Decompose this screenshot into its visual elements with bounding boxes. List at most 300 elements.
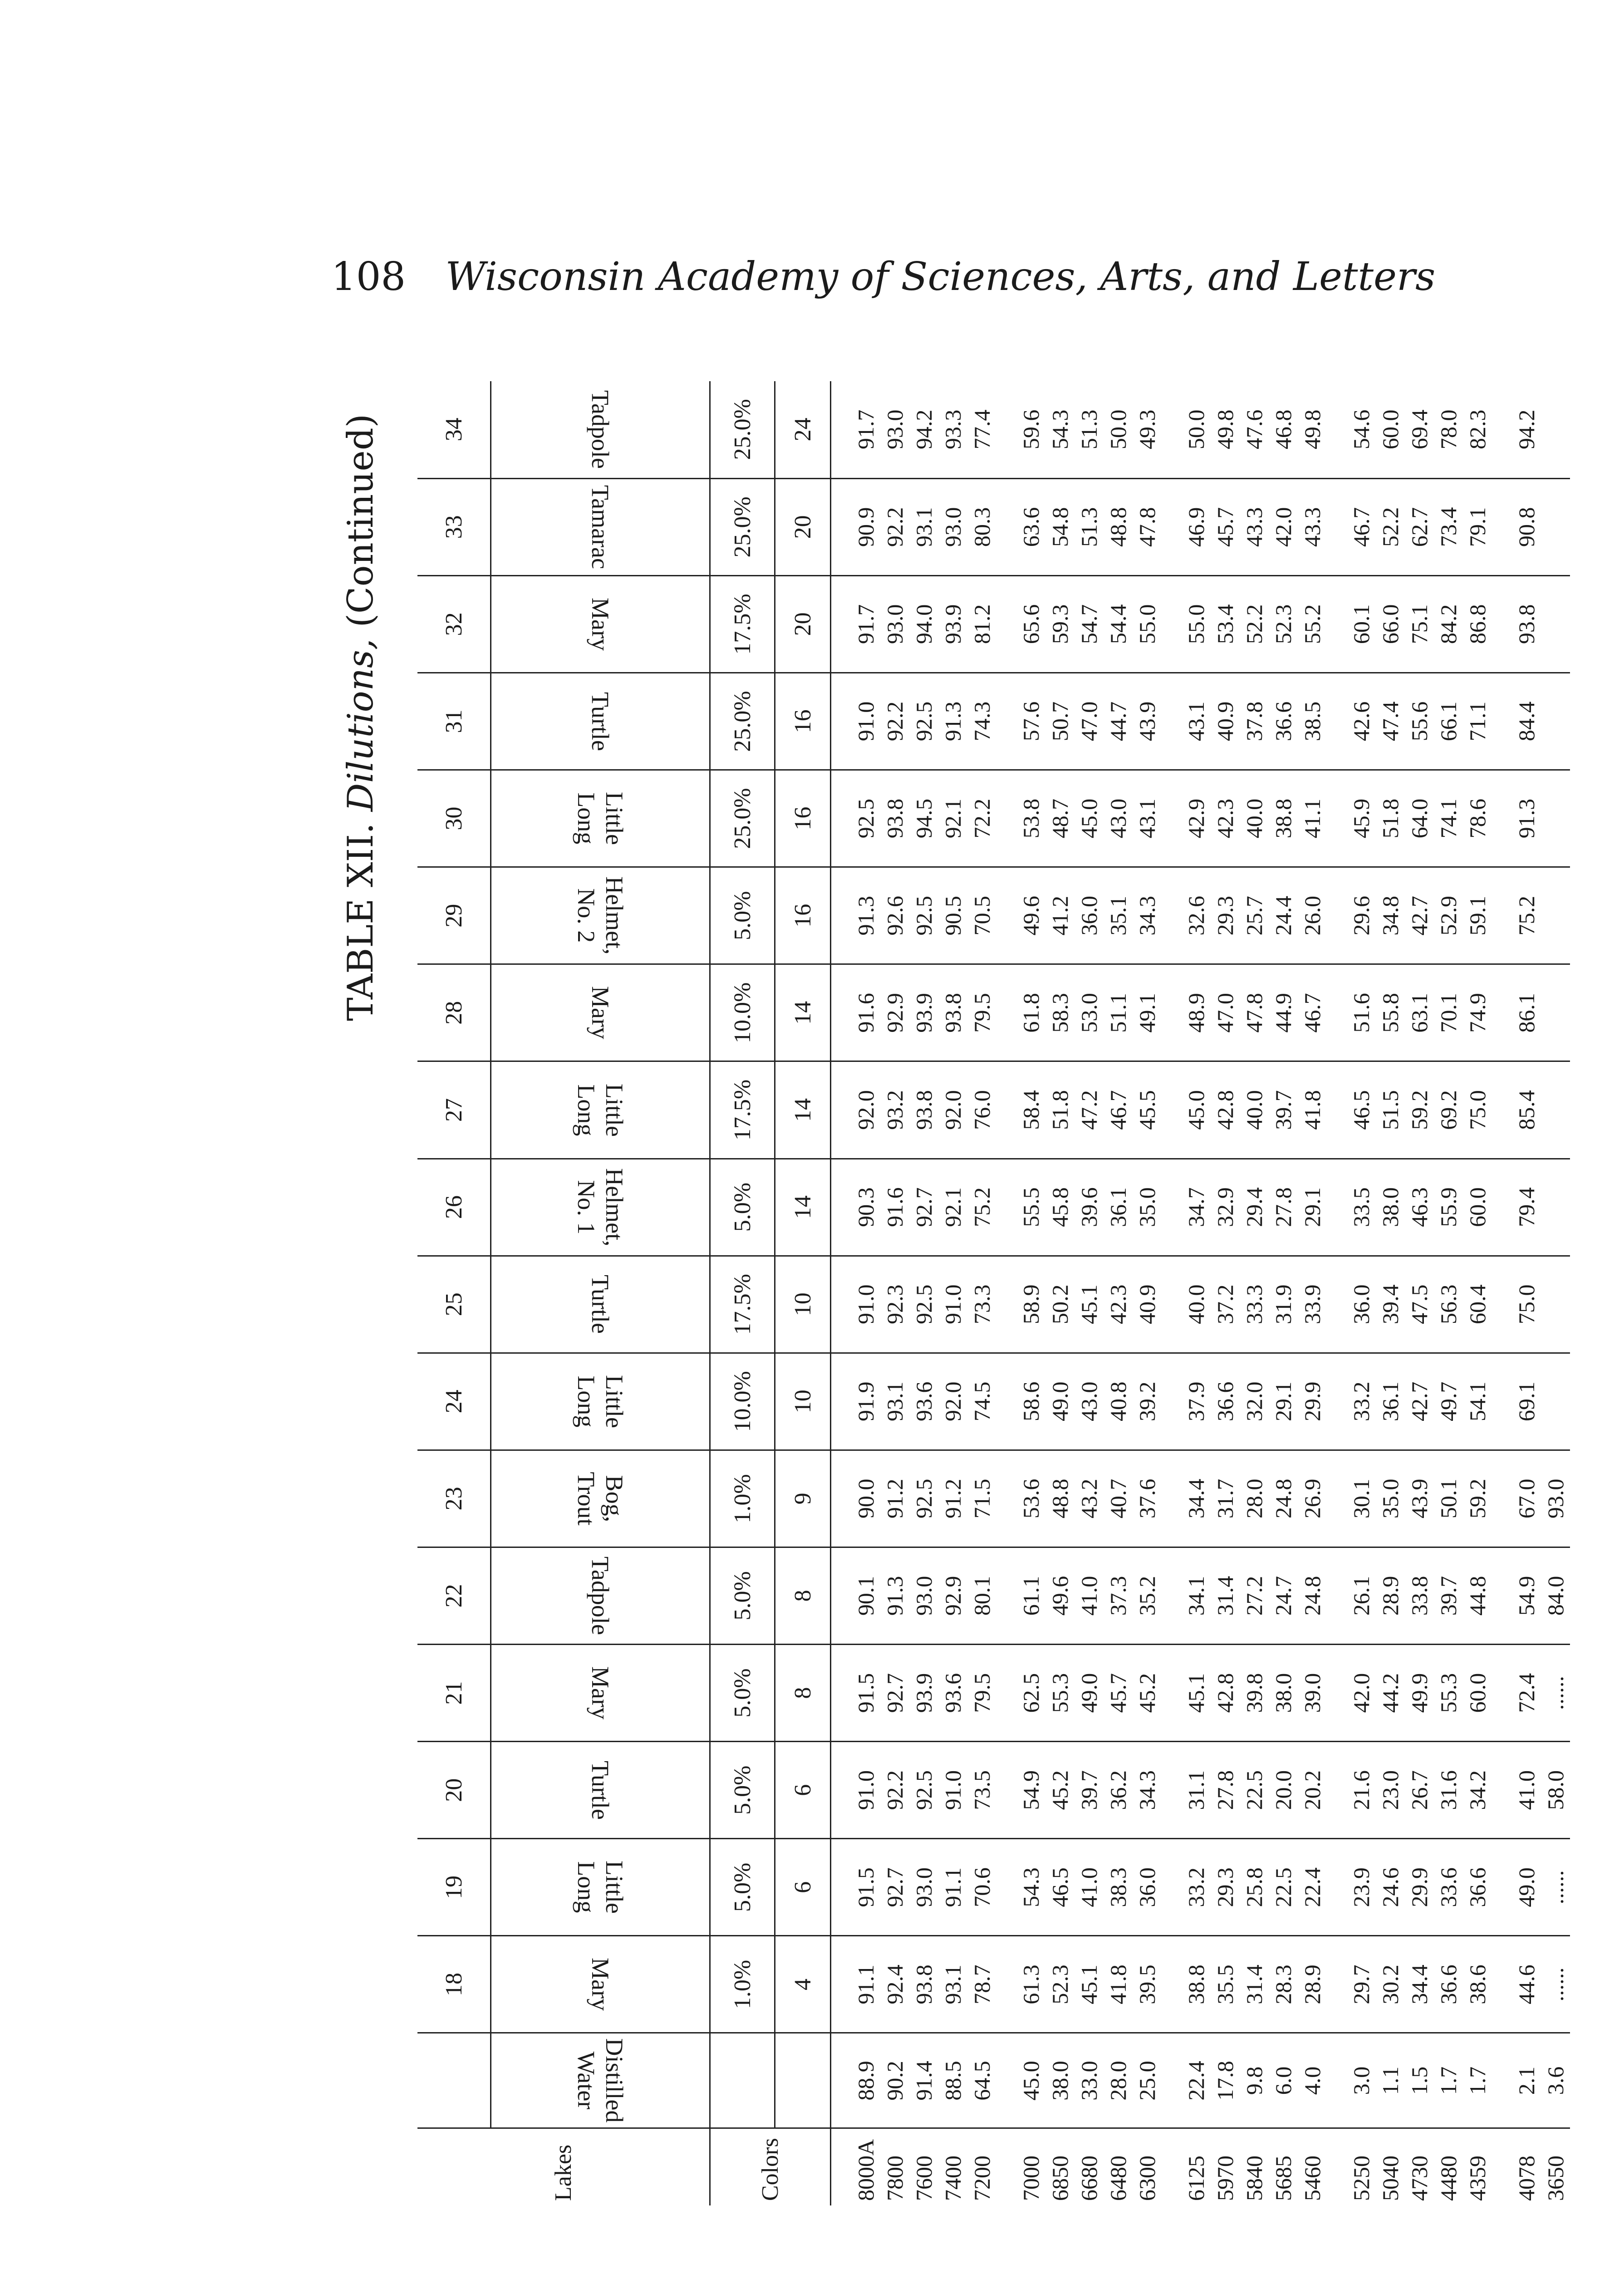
dilution-percent: 5.0% [710, 1645, 775, 1742]
transmission-cell: 38.0 [1045, 2033, 1074, 2128]
transmission-cell: 91.9 [851, 1353, 880, 1450]
transmission-cell: 6.0 [1269, 2033, 1298, 2128]
transmission-cell: 48.9 [1182, 964, 1211, 1061]
table-row [967, 381, 996, 2205]
transmission-cell: 92.2 [880, 673, 909, 770]
spacer-cell [1327, 964, 1347, 1061]
wavelength-cell: 5685 [1271, 2156, 1296, 2201]
transmission-cell: 48.8 [1045, 1450, 1074, 1547]
transmission-cell [1541, 478, 1570, 575]
spacer-cell [1327, 1547, 1347, 1644]
transmission-cell: 47.0 [1211, 964, 1240, 1061]
transmission-cell: 38.8 [1269, 770, 1298, 867]
transmission-cell: 92.7 [909, 1159, 938, 1256]
spacer-cell [1162, 1450, 1182, 1547]
table-row [909, 381, 938, 2205]
transmission-cell: 34.1 [1182, 1547, 1211, 1644]
transmission-cell: 73.4 [1434, 478, 1463, 575]
dilution-percent: 10.0% [710, 1353, 775, 1450]
spacer-cell [1327, 1645, 1347, 1742]
lake-name-text: Tadpole [587, 390, 614, 469]
transmission-cell: 71.5 [967, 1450, 996, 1547]
color-value: 14 [775, 1159, 831, 1256]
transmission-cell: 27.8 [1269, 1159, 1298, 1256]
spacer-cell [1162, 867, 1182, 964]
transmission-cell: 39.8 [1240, 1645, 1269, 1742]
transmission-cell: 93.1 [938, 1936, 967, 2033]
dilution-percent: 17.5% [710, 1061, 775, 1159]
transmission-cell: 1.7 [1434, 2033, 1463, 2128]
transmission-cell: 58.4 [1016, 1061, 1045, 1159]
spacer-cell [1162, 964, 1182, 1061]
transmission-cell: 84.0 [1541, 1547, 1570, 1644]
lake-name-text: Mary [587, 1666, 614, 1720]
transmission-cell: 43.0 [1074, 1353, 1104, 1450]
transmission-cell: 84.2 [1434, 575, 1463, 673]
lake-name [491, 1061, 710, 1159]
transmission-cell: 80.3 [967, 478, 996, 575]
transmission-cell: 69.1 [1512, 1353, 1541, 1450]
transmission-cell: 45.0 [1074, 770, 1104, 867]
color-value: 16 [775, 770, 831, 867]
transmission-cell: 35.0 [1376, 1450, 1405, 1547]
transmission-cell: 36.6 [1463, 1839, 1492, 1936]
table-row [1298, 381, 1327, 2205]
transmission-cell: 44.9 [1269, 964, 1298, 1061]
table-label: TABLE XII. [340, 823, 381, 1021]
table-row [1133, 381, 1162, 2205]
transmission-cell: 91.0 [851, 673, 880, 770]
spacer-cell [996, 964, 1016, 1061]
transmission-cell: 92.4 [880, 1936, 909, 2033]
transmission-cell: 37.8 [1240, 673, 1269, 770]
transmission-cell: 29.1 [1269, 1353, 1298, 1450]
lake-name-text: Helmet, No. 2 [573, 876, 628, 955]
column-number: 24 [417, 1353, 491, 1450]
transmission-cell: 90.8 [1512, 478, 1541, 575]
transmission-cell: 24.8 [1298, 1547, 1327, 1644]
lake-name-text: Turtle [587, 1760, 614, 1820]
transmission-cell: 24.6 [1376, 1839, 1405, 1936]
wavelength-cell: 7800 [882, 2156, 908, 2201]
transmission-cell: 33.3 [1240, 1256, 1269, 1353]
spacer-cell [831, 1936, 852, 2033]
spacer-cell [996, 1450, 1016, 1547]
transmission-cell: 39.0 [1298, 1645, 1327, 1742]
transmission-cell: 92.1 [938, 1159, 967, 1256]
transmission-cell [1541, 770, 1570, 867]
transmission-cell: 93.6 [938, 1645, 967, 1742]
transmission-cell: 73.3 [967, 1256, 996, 1353]
spacer-cell [996, 770, 1016, 867]
transmission-cell: 41.8 [1104, 1936, 1133, 2033]
spacer-cell [1327, 1450, 1347, 1547]
spacer-cell [996, 478, 1016, 575]
wavelength-cell: 8000A [853, 2139, 878, 2201]
transmission-cell: 92.5 [909, 1450, 938, 1547]
group-spacer [831, 381, 852, 2205]
transmission-cell: 37.6 [1133, 1450, 1162, 1547]
transmission-cell: 49.8 [1211, 381, 1240, 478]
wavelength-cell: 5460 [1300, 2156, 1325, 2201]
lake-name [491, 1839, 710, 1936]
color-value: 9 [775, 1450, 831, 1547]
transmission-cell: 66.1 [1434, 673, 1463, 770]
transmission-cell: 40.8 [1104, 1353, 1133, 1450]
transmission-cell: 60.1 [1347, 575, 1376, 673]
lake-name-text: Mary [587, 1958, 614, 2011]
dilution-percent: 1.0% [710, 1936, 775, 2033]
transmission-cell: 93.0 [909, 1547, 938, 1644]
spacer-cell [1492, 1159, 1512, 1256]
transmission-cell: 93.8 [1512, 575, 1541, 673]
transmission-cell: 77.4 [967, 381, 996, 478]
column-number: 28 [417, 964, 491, 1061]
wavelength-cell: 5840 [1241, 2156, 1267, 2201]
transmission-cell: 51.3 [1074, 381, 1104, 478]
transmission-cell: 91.5 [851, 1645, 880, 1742]
transmission-cell: 49.8 [1298, 381, 1327, 478]
transmission-cell: 78.6 [1463, 770, 1492, 867]
transmission-cell: 29.9 [1298, 1353, 1327, 1450]
transmission-cell: 42.7 [1405, 867, 1434, 964]
spacer-cell [1162, 2128, 1182, 2205]
spacer-cell [1327, 1061, 1347, 1159]
transmission-cell: 91.7 [851, 381, 880, 478]
transmission-cell: 69.2 [1434, 1061, 1463, 1159]
table-continued: (Continued) [340, 413, 381, 628]
spacer-cell [1162, 1353, 1182, 1450]
transmission-cell: 46.8 [1269, 381, 1298, 478]
transmission-cell: 1.1 [1376, 2033, 1405, 2128]
spacer-cell [1327, 478, 1347, 575]
color-value: 16 [775, 867, 831, 964]
spacer-cell [996, 1256, 1016, 1353]
transmission-cell: 49.7 [1434, 1353, 1463, 1450]
transmission-cell: 75.2 [1512, 867, 1541, 964]
transmission-cell: 91.1 [851, 1936, 880, 2033]
transmission-cell: 33.0 [1074, 2033, 1104, 2128]
spacer-cell [996, 1839, 1016, 1936]
transmission-cell: 52.2 [1376, 478, 1405, 575]
transmission-cell: 50.0 [1104, 381, 1133, 478]
color-value: 10 [775, 1353, 831, 1450]
transmission-cell: 51.5 [1376, 1061, 1405, 1159]
transmission-cell: 91.0 [938, 1256, 967, 1353]
transmission-cell: 41.0 [1074, 1839, 1104, 1936]
spacer-cell [1492, 1936, 1512, 2033]
transmission-cell: 3.0 [1347, 2033, 1376, 2128]
transmission-cell: 50.2 [1045, 1256, 1074, 1353]
wavelength-cell: 7600 [911, 2156, 937, 2201]
spacer-cell [996, 1742, 1016, 1839]
transmission-cell: 74.5 [967, 1353, 996, 1450]
transmission-cell: 84.4 [1512, 673, 1541, 770]
dilution-percent: 5.0% [710, 867, 775, 964]
spacer-cell [1162, 1159, 1182, 1256]
transmission-cell: 93.3 [938, 381, 967, 478]
transmission-cell: 88.5 [938, 2033, 967, 2128]
transmission-cell: 40.0 [1182, 1256, 1211, 1353]
dilution-percent: 10.0% [710, 964, 775, 1061]
transmission-cell: 30.1 [1347, 1450, 1376, 1547]
transmission-cell: 47.4 [1376, 673, 1405, 770]
table-row [1269, 381, 1298, 2205]
lake-name [491, 1450, 710, 1547]
table-row [1182, 381, 1211, 2205]
transmission-cell: 45.5 [1133, 1061, 1162, 1159]
group-spacer [1492, 381, 1512, 2205]
spacer-cell [1327, 1353, 1347, 1450]
transmission-cell: 41.0 [1074, 1547, 1104, 1644]
lakes-header: Lakes [417, 2128, 710, 2205]
spacer-cell [831, 381, 852, 478]
transmission-cell: 49.0 [1512, 1839, 1541, 1936]
transmission-cell: 33.5 [1347, 1159, 1376, 1256]
spacer-cell [831, 1839, 852, 1936]
transmission-cell: 50.7 [1045, 673, 1074, 770]
transmission-cell: 22.5 [1269, 1839, 1298, 1936]
transmission-cell: 92.0 [851, 1061, 880, 1159]
transmission-cell: 86.8 [1463, 575, 1492, 673]
transmission-cell: 64.5 [967, 2033, 996, 2128]
transmission-cell: 45.7 [1211, 478, 1240, 575]
transmission-cell: 91.0 [938, 1742, 967, 1839]
transmission-cell: 44.8 [1463, 1547, 1492, 1644]
transmission-cell: 31.4 [1211, 1547, 1240, 1644]
spacer-cell [1492, 964, 1512, 1061]
transmission-cell: 54.9 [1016, 1742, 1045, 1839]
transmission-cell: 93.9 [938, 575, 967, 673]
spacer-cell [1327, 1742, 1347, 1839]
color-value: 20 [775, 478, 831, 575]
transmission-cell: 92.5 [909, 673, 938, 770]
transmission-cell: 30.2 [1376, 1936, 1405, 2033]
transmission-cell: 24.4 [1269, 867, 1298, 964]
dilution-percent: 1.0% [710, 1450, 775, 1547]
transmission-cell: 92.9 [880, 964, 909, 1061]
wavelength-cell: 6300 [1134, 2156, 1160, 2201]
spacer-cell [1492, 575, 1512, 673]
spacer-cell [1492, 381, 1512, 478]
color-value: 14 [775, 1061, 831, 1159]
spacer-cell [996, 381, 1016, 478]
transmission-cell: 28.0 [1240, 1450, 1269, 1547]
transmission-cell: 36.1 [1376, 1353, 1405, 1450]
spacer-cell [1162, 673, 1182, 770]
transmission-cell: 34.8 [1376, 867, 1405, 964]
transmission-cell: 31.9 [1269, 1256, 1298, 1353]
transmission-cell: 62.5 [1016, 1645, 1045, 1742]
transmission-cell: 38.3 [1104, 1839, 1133, 1936]
transmission-cell: 24.8 [1269, 1450, 1298, 1547]
transmission-cell: 33.9 [1298, 1256, 1327, 1353]
lake-name-text: Little Long [573, 1375, 628, 1428]
color-value: 16 [775, 673, 831, 770]
transmission-cell: 61.1 [1016, 1547, 1045, 1644]
transmission-cell: 94.2 [909, 381, 938, 478]
spacer-cell [1327, 1936, 1347, 2033]
spacer-cell [1492, 1061, 1512, 1159]
transmission-cell: 37.3 [1104, 1547, 1133, 1644]
spacer-cell [1492, 1450, 1512, 1547]
spacer-cell [1327, 673, 1347, 770]
transmission-cell: 75.0 [1463, 1061, 1492, 1159]
dilution-percent: 17.5% [710, 1256, 775, 1353]
wavelength-cell: 7400 [940, 2156, 966, 2201]
lake-name [491, 2033, 710, 2128]
transmission-cell: 43.1 [1182, 673, 1211, 770]
lake-name-text: Mary [587, 986, 614, 1040]
transmission-cell: 56.3 [1434, 1256, 1463, 1353]
group-spacer [1327, 381, 1347, 2205]
spacer-cell [1492, 770, 1512, 867]
transmission-cell: 31.7 [1211, 1450, 1240, 1547]
color-value: 6 [775, 1839, 831, 1936]
transmission-cell: 72.4 [1512, 1645, 1541, 1742]
transmission-cell: 39.6 [1074, 1159, 1104, 1256]
transmission-cell: 91.1 [938, 1839, 967, 1936]
transmission-cell: 79.5 [967, 964, 996, 1061]
transmission-cell: 49.0 [1074, 1645, 1104, 1742]
table-row [938, 381, 967, 2205]
transmission-cell [1541, 1256, 1570, 1353]
wavelength-cell: 6480 [1105, 2156, 1131, 2201]
table-row [1016, 381, 1045, 2205]
transmission-cell: 92.5 [909, 1256, 938, 1353]
lake-name [491, 770, 710, 867]
spacer-cell [1162, 2033, 1182, 2128]
transmission-cell: 42.8 [1211, 1061, 1240, 1159]
lake-name-text: Tadpole [587, 1556, 614, 1635]
color-value: 24 [775, 381, 831, 478]
transmission-cell: 1.5 [1405, 2033, 1434, 2128]
transmission-cell: 2.1 [1512, 2033, 1541, 2128]
transmission-cell: 92.3 [880, 1256, 909, 1353]
spacer-cell [1492, 1839, 1512, 1936]
transmission-cell: 27.8 [1211, 1742, 1240, 1839]
spacer-cell [1327, 1256, 1347, 1353]
spacer-cell [1162, 1839, 1182, 1936]
spacer-cell [831, 867, 852, 964]
lake-name [491, 1159, 710, 1256]
color-value: 8 [775, 1547, 831, 1644]
transmission-cell: 1.7 [1463, 2033, 1492, 2128]
transmission-cell: 93.1 [909, 478, 938, 575]
transmission-cell: 45.8 [1045, 1159, 1074, 1256]
transmission-cell: 37.9 [1182, 1353, 1211, 1450]
lake-name-text: Tamarac [587, 485, 614, 569]
wavelength-cell: 6680 [1076, 2156, 1102, 2201]
spacer-cell [1162, 1742, 1182, 1839]
transmission-cell: 35.0 [1133, 1159, 1162, 1256]
transmission-cell: 38.6 [1463, 1936, 1492, 2033]
transmission-cell: 66.0 [1376, 575, 1405, 673]
transmission-cell: 73.5 [967, 1742, 996, 1839]
wavelength-cell: 7000 [1018, 2156, 1044, 2201]
transmission-cell: 46.3 [1405, 1159, 1434, 1256]
transmission-cell: 36.0 [1133, 1839, 1162, 1936]
transmission-cell: 29.4 [1240, 1159, 1269, 1256]
transmission-cell: 58.9 [1016, 1256, 1045, 1353]
transmission-cell: 51.6 [1347, 964, 1376, 1061]
color-value: 20 [775, 575, 831, 673]
transmission-cell: 46.7 [1298, 964, 1327, 1061]
color-value: 10 [775, 1256, 831, 1353]
transmission-cell: 38.5 [1298, 673, 1327, 770]
transmission-cell: 48.8 [1104, 478, 1133, 575]
transmission-cell: 43.3 [1240, 478, 1269, 575]
transmission-cell: 75.2 [967, 1159, 996, 1256]
transmission-cell: 9.8 [1240, 2033, 1269, 2128]
transmission-cell: 22.5 [1240, 1742, 1269, 1839]
transmission-cell: 44.7 [1104, 673, 1133, 770]
transmission-cell: 92.2 [880, 478, 909, 575]
transmission-cell: 29.9 [1405, 1839, 1434, 1936]
dilution-percent: 25.0% [710, 478, 775, 575]
column-number: 18 [417, 1936, 491, 2033]
table-row [1405, 381, 1434, 2205]
transmission-cell [1541, 381, 1570, 478]
transmission-cell: 46.5 [1347, 1061, 1376, 1159]
transmission-cell: 55.3 [1434, 1645, 1463, 1742]
transmission-cell: 23.0 [1376, 1742, 1405, 1839]
transmission-cell: 42.0 [1347, 1645, 1376, 1742]
transmission-cell: 34.7 [1182, 1159, 1211, 1256]
column-number: 27 [417, 1061, 491, 1159]
transmission-cell: 36.0 [1347, 1256, 1376, 1353]
transmission-cell: 78.7 [967, 1936, 996, 2033]
column-number-row [417, 381, 491, 2205]
transmission-cell: 22.4 [1298, 1839, 1327, 1936]
spacer-cell [1327, 1159, 1347, 1256]
transmission-cell: 90.1 [851, 1547, 880, 1644]
transmission-cell: 54.3 [1016, 1839, 1045, 1936]
lake-name [491, 964, 710, 1061]
dilution-percent [710, 2033, 775, 2128]
spacer-cell [1162, 478, 1182, 575]
transmission-cell: 50.1 [1434, 1450, 1463, 1547]
transmission-cell [1541, 1353, 1570, 1450]
transmission-cell: 93.1 [880, 1353, 909, 1450]
transmission-cell: 53.4 [1211, 575, 1240, 673]
transmission-cell: 38.0 [1269, 1645, 1298, 1742]
transmission-cell: 70.6 [967, 1839, 996, 1936]
transmission-cell: 36.6 [1269, 673, 1298, 770]
transmission-cell: 94.2 [1512, 381, 1541, 478]
table-row [880, 381, 909, 2205]
transmission-cell: 43.2 [1074, 1450, 1104, 1547]
spacer-cell [1162, 770, 1182, 867]
transmission-cell: 65.6 [1016, 575, 1045, 673]
column-number: 34 [417, 381, 491, 478]
transmission-cell: 93.2 [880, 1061, 909, 1159]
transmission-cell: 91.3 [1512, 770, 1541, 867]
transmission-cell: 92.1 [938, 770, 967, 867]
transmission-cell: 28.9 [1376, 1547, 1405, 1644]
group-spacer [1162, 381, 1182, 2205]
transmission-cell: 46.9 [1182, 478, 1211, 575]
transmission-cell: 29.7 [1347, 1936, 1376, 2033]
transmission-cell: 46.7 [1347, 478, 1376, 575]
transmission-cell: 54.6 [1347, 381, 1376, 478]
transmission-cell: 39.2 [1133, 1353, 1162, 1450]
lake-name [491, 1645, 710, 1742]
transmission-cell: 47.0 [1074, 673, 1104, 770]
transmission-cell: 55.2 [1298, 575, 1327, 673]
transmission-cell: ...... [1541, 1839, 1570, 1936]
transmission-cell: 43.9 [1133, 673, 1162, 770]
